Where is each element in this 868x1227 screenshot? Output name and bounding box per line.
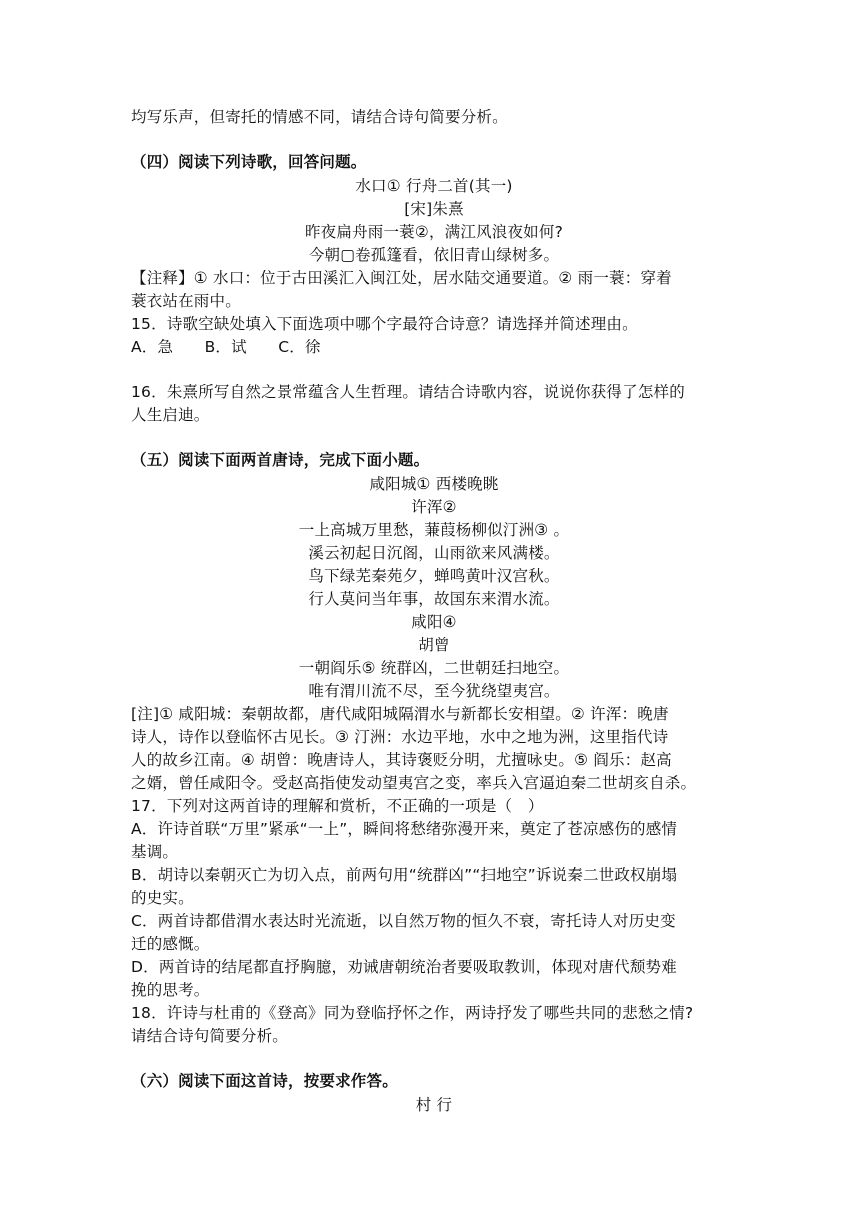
poem1-title: 咸阳城① 西楼晚眺 bbox=[369, 475, 499, 493]
option-d-line: 挽的思考。 bbox=[131, 981, 210, 999]
note-line: 之婿，曾任咸阳令。受赵高指使发动望夷宫之变，率兵入宫逼迫秦二世胡亥自杀。 bbox=[131, 774, 697, 792]
section4-heading: （四）阅读下列诗歌，回答问题。 bbox=[131, 153, 367, 171]
poem1-author: 许浑② bbox=[411, 498, 457, 516]
poem-line: 今朝▢卷孤篷看，依旧青山绿树多。 bbox=[308, 246, 560, 264]
poem1-line: 溪云初起日沉阁，山雨欲来风满楼。 bbox=[308, 544, 560, 562]
option-c-line: 迁的感慨。 bbox=[131, 935, 210, 953]
poem2-line: 唯有渭川流不尽，至今犹绕望夷宫。 bbox=[308, 682, 560, 700]
option-a-line: A．许诗首联“万里”紧承“一上”，瞬间将愁绪弥漫开来，奠定了苍凉感伤的感情 bbox=[131, 820, 678, 838]
poem1-line: 一上高城万里愁，蒹葭杨柳似汀洲③ 。 bbox=[298, 521, 570, 539]
note-line: 人的故乡江南。④ 胡曾：晚唐诗人，其诗褒贬分明，尤擅咏史。⑤ 阎乐：赵高 bbox=[131, 751, 672, 769]
question-16-line: 16．朱熹所写自然之景常蕴含人生哲理。请结合诗歌内容，说说你获得了怎样的 bbox=[131, 383, 685, 401]
note-line: 【注释】① 水口：位于古田溪汇入闽江处，居水陆交通要道。② 雨一蓑：穿着 bbox=[131, 269, 672, 287]
question-18-line: 请结合诗句简要分析。 bbox=[131, 1027, 289, 1045]
section5-heading: （五）阅读下面两首唐诗，完成下面小题。 bbox=[131, 451, 430, 469]
option-d-line: D．两首诗的结尾都直抒胸臆，劝诫唐朝统治者要吸取教训，体现对唐代颓势难 bbox=[131, 958, 677, 976]
intro-line: 均写乐声，但寄托的情感不同，请结合诗句简要分析。 bbox=[131, 108, 508, 126]
poem-author: [宋]朱熹 bbox=[404, 200, 464, 218]
question-18-line: 18．许诗与杜甫的《登高》同为登临抒怀之作，两诗抒发了哪些共同的悲愁之情? bbox=[131, 1004, 694, 1022]
poem2-line: 一朝阎乐⑤ 统群凶，二世朝廷扫地空。 bbox=[298, 659, 570, 677]
note-line: 蓑衣站在雨中。 bbox=[131, 292, 241, 310]
poem1-line: 行人莫问当年事，故国东来渭水流。 bbox=[308, 590, 560, 608]
question-17: 17．下列对这两首诗的理解和赏析，不正确的一项是（ ） bbox=[131, 797, 544, 815]
note-line: [注]① 咸阳城：秦朝故都，唐代咸阳城隔渭水与新都长安相望。② 许浑：晚唐 bbox=[131, 705, 669, 723]
poem1-line: 鸟下绿芜秦苑夕，蝉鸣黄叶汉宫秋。 bbox=[308, 567, 560, 585]
option-b-line: 的史实。 bbox=[131, 889, 194, 907]
question-15: 15．诗歌空缺处填入下面选项中哪个字最符合诗意？请选择并简述理由。 bbox=[131, 315, 638, 333]
note-line: 诗人，诗作以登临怀古见长。③ 汀洲：水边平地，水中之地为洲，这里指代诗 bbox=[131, 728, 669, 746]
section6-heading: （六）阅读下面这首诗，按要求作答。 bbox=[131, 1072, 398, 1090]
question-15-options: A．急 B．试 C．徐 bbox=[131, 338, 321, 356]
poem-title: 村 行 bbox=[415, 1096, 453, 1114]
poem-title: 水口① 行舟二首(其一) bbox=[355, 177, 513, 195]
option-c-line: C．两首诗都借渭水表达时光流逝，以自然万物的恒久不衰，寄托诗人对历史变 bbox=[131, 912, 676, 930]
poem-line: 昨夜扁舟雨一蓑②，满江风浪夜如何? bbox=[304, 223, 564, 241]
option-b-line: B．胡诗以秦朝灭亡为切入点，前两句用“统群凶”“扫地空”诉说秦二世政权崩塌 bbox=[131, 866, 678, 884]
option-a-line: 基调。 bbox=[131, 843, 179, 861]
question-16-line: 人生启迪。 bbox=[131, 406, 210, 424]
poem2-title: 咸阳④ bbox=[411, 613, 457, 631]
poem2-author: 胡曾 bbox=[418, 636, 450, 654]
